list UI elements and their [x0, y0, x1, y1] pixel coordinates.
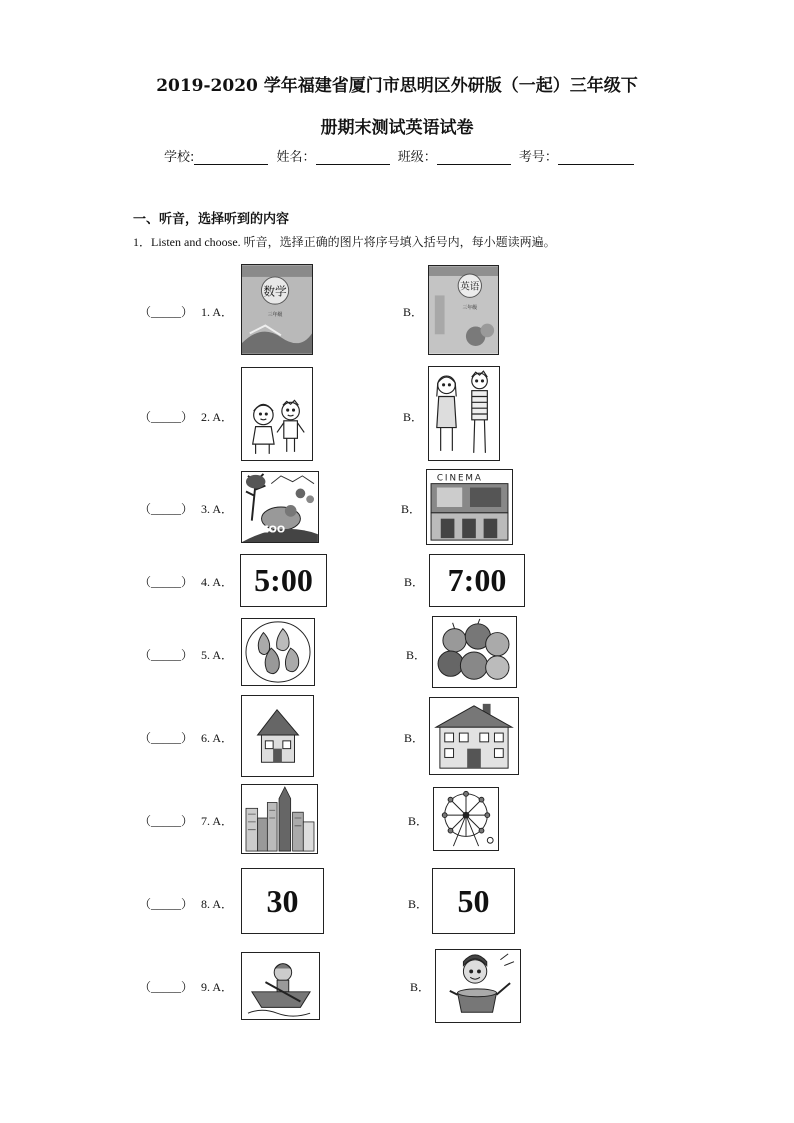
- option-b-image[interactable]: [428, 366, 500, 461]
- boy-in-boat-icon: [242, 953, 319, 1019]
- option-b-image[interactable]: [429, 697, 519, 775]
- ferris-wheel-icon: [434, 788, 498, 850]
- option-a-image[interactable]: [241, 264, 313, 355]
- option-b-label: B．: [408, 897, 429, 911]
- answer-paren[interactable]: （_____）: [139, 575, 194, 589]
- zoo-sign-text: ZOO: [261, 524, 286, 536]
- peaches-icon: [242, 619, 314, 685]
- option-b-image[interactable]: [428, 265, 499, 355]
- exam-title-line-1: 2019-2020 学年福建省厦门市思明区外研版（一起）三年级下: [156, 76, 638, 96]
- option-b-label: B．: [404, 731, 425, 745]
- option-b-image[interactable]: [432, 616, 517, 688]
- question-label: 6. A．: [201, 731, 234, 745]
- school-blank[interactable]: [194, 150, 268, 165]
- grade-text: 三年级: [267, 311, 283, 318]
- exam-number-label: 考号：: [518, 150, 558, 165]
- class-blank[interactable]: [437, 150, 511, 165]
- option-b-label: B．: [404, 575, 425, 589]
- option-a-image[interactable]: [241, 952, 320, 1020]
- short-children-icon: [242, 368, 312, 460]
- small-house-icon: [242, 696, 313, 776]
- city-skyline-icon: [242, 785, 317, 853]
- name-label: 姓名：: [276, 150, 316, 165]
- section-heading: 一、听音，选择听到的内容: [133, 212, 290, 227]
- question-label: 3. A．: [201, 502, 234, 516]
- option-a-image[interactable]: [241, 471, 319, 543]
- question-instruction: 1．Listen and choose. 听音，选择正确的图片将序号填入括号内，每小题读两遍。: [133, 235, 556, 249]
- grade-text: 三年级: [462, 305, 478, 312]
- option-b-image[interactable]: [433, 787, 499, 851]
- class-label: 班级：: [397, 150, 437, 165]
- option-a-image[interactable]: [241, 784, 318, 854]
- option-b-label: B．: [406, 648, 427, 662]
- school-label: 学校:: [164, 150, 195, 165]
- question-label: 9. A．: [201, 980, 234, 994]
- answer-paren[interactable]: （_____）: [139, 814, 194, 828]
- option-b-image[interactable]: [426, 469, 513, 545]
- option-b-image[interactable]: [435, 949, 521, 1023]
- option-b-label: B．: [403, 305, 424, 319]
- question-label: 4. A．: [201, 575, 234, 589]
- boy-cooking-icon: [436, 950, 520, 1022]
- question-label: 8. A．: [201, 897, 234, 911]
- option-a-image[interactable]: [241, 695, 314, 777]
- big-building-icon: [430, 698, 518, 774]
- answer-paren[interactable]: （_____）: [139, 305, 194, 319]
- option-a-image[interactable]: [241, 618, 315, 686]
- option-a-time[interactable]: 5:00: [240, 554, 327, 607]
- answer-paren[interactable]: （_____）: [139, 410, 194, 424]
- apples-icon: [433, 617, 516, 687]
- answer-paren[interactable]: （_____）: [139, 980, 194, 994]
- book-title-text: 数学: [263, 284, 287, 299]
- answer-paren[interactable]: （_____）: [139, 731, 194, 745]
- answer-paren[interactable]: （_____）: [139, 502, 194, 516]
- option-a-number[interactable]: 30: [241, 868, 324, 934]
- question-label: 7. A．: [201, 814, 234, 828]
- english-book-icon: [429, 266, 498, 354]
- option-a-image[interactable]: [241, 367, 313, 461]
- cinema-sign-text: CINEMA: [436, 473, 483, 484]
- exam-number-blank[interactable]: [558, 150, 634, 165]
- question-label: 2. A．: [201, 410, 234, 424]
- name-blank[interactable]: [316, 150, 390, 165]
- option-b-label: B．: [408, 814, 429, 828]
- option-b-label: B．: [401, 502, 422, 516]
- cinema-icon: [427, 470, 512, 544]
- question-label: 1. A．: [201, 305, 234, 319]
- tall-children-icon: [429, 367, 499, 460]
- option-b-time[interactable]: 7:00: [429, 554, 525, 607]
- option-b-label: B．: [403, 410, 424, 424]
- math-book-icon: [242, 265, 312, 354]
- exam-title-line-2: 册期末测试英语试卷: [320, 118, 474, 138]
- zoo-icon: [242, 472, 318, 542]
- book-title-text: 英语: [460, 281, 480, 293]
- option-b-label: B．: [410, 980, 431, 994]
- student-info-line: [164, 146, 638, 165]
- question-label: 5. A．: [201, 648, 234, 662]
- answer-paren[interactable]: （_____）: [139, 648, 194, 662]
- option-b-number[interactable]: 50: [432, 868, 515, 934]
- answer-paren[interactable]: （_____）: [139, 897, 194, 911]
